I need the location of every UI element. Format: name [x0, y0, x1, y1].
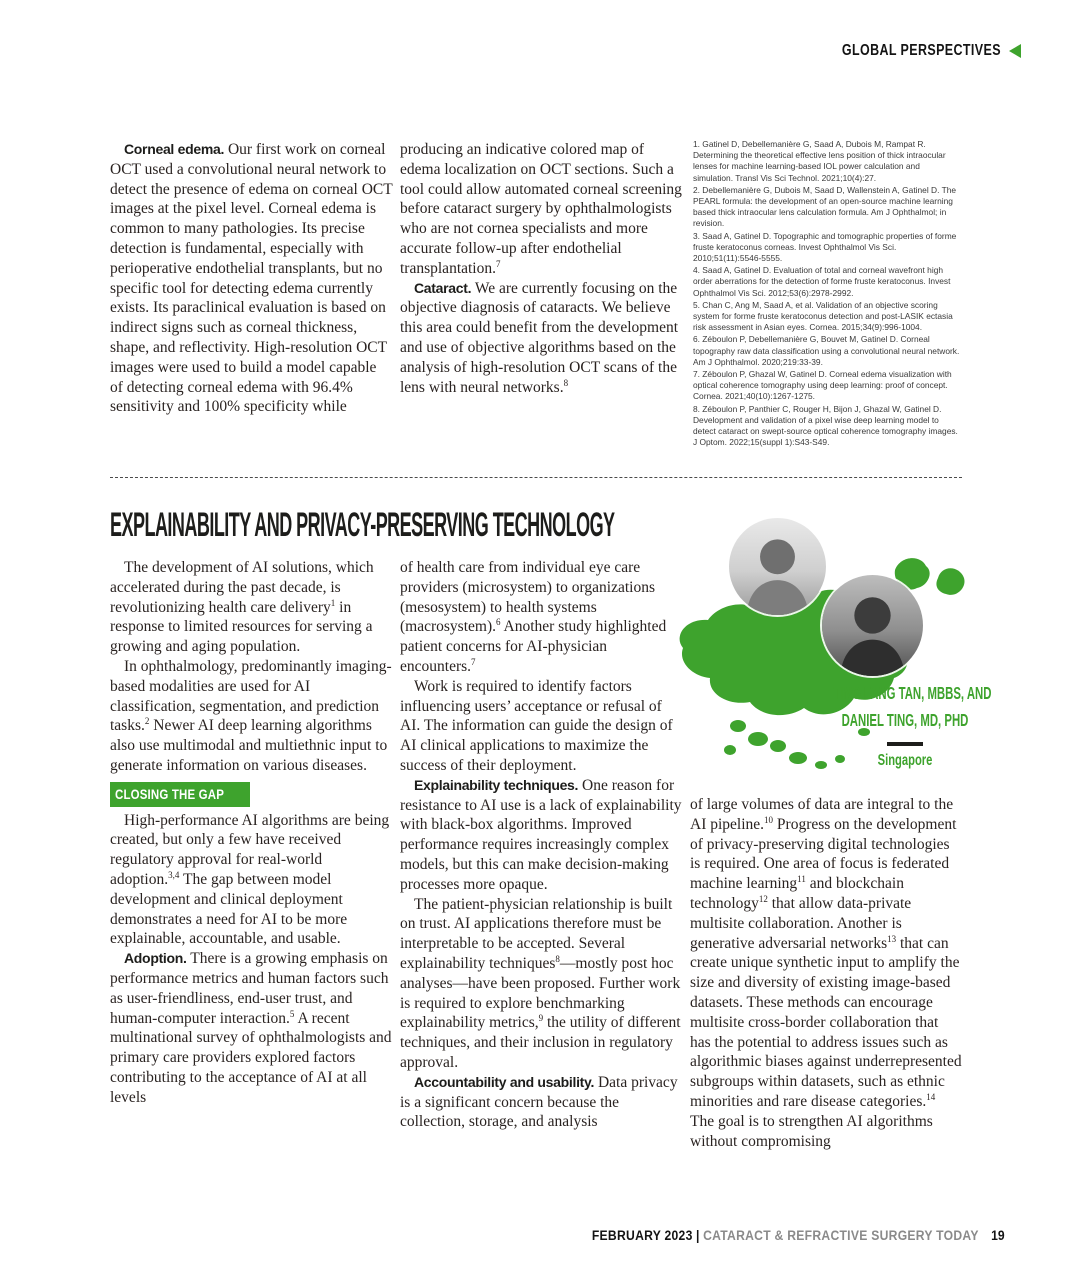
footer-separator: |	[696, 1228, 701, 1243]
footer-page-number: 19	[991, 1228, 1005, 1243]
paragraph-health-care-systems: of health care from individual eye care providers (microsystem) to organizations (mesosystem) to health systems (macrosystem).$^6$ Another study highlighted patient concerns for AI-physician encounters.$^7$	[400, 559, 667, 675]
article-column-2	[400, 558, 685, 1132]
paragraph-cataract: Cataract. We are currently focusing on the objective diagnosis of cataracts. We believe this area could benefit from the development and use of objective algorithms based on the analysis of high-resolution OCT scans of the lens with neural networks.$^8$	[400, 279, 679, 396]
section-kicker	[797, 42, 1021, 60]
reference-item: 5. Chan C, Ang M, Saad A, et al. Validation of an objective scoring system for forme fruste keratoconus detection and post-LASIK ectasia risk assessment in Asian eyes. Cornea. 2015;34(9):996-1004.	[693, 299, 953, 333]
article-column-3	[690, 795, 962, 1151]
section-kicker-label: GLOBAL PERSPECTIVES	[841, 42, 1001, 59]
author-byline	[795, 680, 1015, 770]
reference-list	[693, 139, 961, 449]
top-column-1	[110, 140, 393, 417]
article-column-1	[110, 558, 393, 1108]
paragraph-corneal-edema: Corneal edema. Our first work on corneal OCT used a convolutional neural network to detect the presence of edema on corneal OCT images at the pixel level. Corneal edema is common to many pathologies. Its precise detection is fundamental, especially with perioperative endothelial transplants, but no specific tool for detecting edema currently exists. Its paraclinical evaluation is based on indirect signs such as corneal thickness, shape, and reflectivity. High-resolution OCT images were used to build a model capable of detecting corneal edema with 96.4% sensitivity and 100% specificity while	[110, 141, 393, 416]
subhead-closing-the-gap: CLOSING THE GAP	[110, 782, 250, 807]
reference-item: 8. Zéboulon P, Panthier C, Rouger H, Bijon J, Ghazal W, Gatinel D. Development and validation of a pixel wise deep learning model to detect cataract on swept-source optical coherence tomography images. J Optom. 2022;15(suppl 1):S43-S49.	[693, 403, 958, 448]
byline-rule	[887, 742, 923, 746]
paragraph-ai-development: The development of AI solutions, which accelerated during the past decade, is revolutionizing health care delivery$^1$ in response to limited resources for serving a growing and aging population.	[110, 559, 374, 656]
reference-item: 4. Saad A, Gatinel D. Evaluation of total and corneal wavefront high order aberrations for the detection of forme fruste keratoconus. Invest Ophthalmol Vis Sci. 2012;53(6):2978-2992.	[693, 265, 951, 298]
author-location: Singapore	[877, 752, 933, 769]
paragraph-ophthalmology-modalities: In ophthalmology, predominantly imaging-based modalities are used for AI classification, segmentation, and prediction tasks.$^2$ Newer AI deep learning algorithms also use multimodal and multiethnic input to generate information on various diseases.	[110, 657, 392, 774]
left-arrow-icon	[1009, 44, 1021, 58]
reference-item: 1. Gatinel D, Debellemanière G, Saad A, Dubois M, Rampat R. Determining the theoretical effective lens position of thick intraocular lenses for machine learning-based IOL power calculation and simulation. Transl Vis Sci Technol. 2021;10(4):27.	[693, 139, 946, 183]
author-name-line-2: DANIEL TING, MD, PHD	[841, 710, 969, 730]
paragraph-explainability-techniques: Explainability techniques. One reason for resistance to AI use is a lack of explainability with black-box algorithms. Improved performance requires increasingly complex models, but this can make decision-making processes more opaque.	[400, 776, 682, 893]
reference-item: 7. Zéboulon P, Ghazal W, Gatinel D. Corneal edema visualization with optical coherence tomography using deep learning: proof of concept. Cornea. 2021;40(10):1267-1275.	[693, 369, 952, 402]
reference-item: 6. Zéboulon P, Debellemanière G, Bouvet M, Gatinel D. Corneal topography raw data classification using a convolutional neural network. Am J Ophthalmol. 2020;219:33-39.	[693, 334, 960, 367]
paragraph-user-acceptance: Work is required to identify factors influencing users’ acceptance or refusal of AI. The information can guide the design of AI clinical applications to maximize the success of their deployment.	[400, 677, 673, 774]
author-photo-daniel-ting	[822, 575, 923, 676]
reference-item: 3. Saad A, Gatinel D. Topographic and tomographic properties of forme fruste keratoconus corneas. Invest Ophthalmol Vis Sci. 2010;51(11):5546-5555.	[693, 230, 957, 264]
dashed-divider	[110, 477, 962, 478]
author-name-line-1: TING FANG TAN, MBBS, AND	[833, 683, 992, 703]
paragraph-regulatory-gap: High-performance AI algorithms are being created, but only a few have received regulatory approval for real-world adoption.$^{3,4}$ The gap between model development and clinical deployment demonstrates a need for AI to be more explainable, accountable, and usable.	[110, 811, 390, 948]
paragraph-patient-physician-trust: The patient-physician relationship is built on trust. AI applications therefore must be interpretable to be accepted. Several explainability techniques$^8$—mostly post hoc analyses—have been proposed. Further work is required to explore benchmarking explainability metrics,$^9$ the utility of different techniques, and their inclusion in regulatory approval.	[400, 895, 681, 1071]
footer-issue: FEBRUARY 2023	[592, 1228, 693, 1243]
top-column-2	[400, 140, 685, 397]
article-title: EXPLAINABILITY AND PRIVACY-PRESERVING TECHNOLOGY	[110, 506, 615, 544]
paragraph-edema-map: producing an indicative colored map of edema localization on OCT sections. Such a tool could allow automated corneal screening before cataract surgery by ophthalmologists who are not cornea specialists and more accurate follow-up after endothelial transplantation.$^7$	[400, 141, 682, 277]
paragraph-privacy-preserving: of large volumes of data are integral to the AI pipeline.$^{10}$ Progress on the development of privacy-preserving digital technologies is required. One area of focus is federated machine learning$^{11}$ and blockchain technology$^{12}$ that allow data-private multisite collaboration. Another is generative adversarial networks$^{13}$ that can create unique synthetic input to amplify the size and diversity of existing image-based datasets. These methods can encourage multisite cross-border collaboration that has the potential to address issues such as algorithmic biases against underrepresented subgroups within datasets, such as ethnic minorities and rare disease categories.$^{14}$ The goal is to strengthen AI algorithms without compromising	[690, 796, 962, 1150]
paragraph-adoption: Adoption. There is a growing emphasis on performance metrics and human factors such as user-friendliness, end-user trust, and human-computer interaction.$^5$ A recent multinational survey of ophthalmologists and primary care providers explored factors contributing to the acceptance of AI at all levels	[110, 950, 392, 1106]
page-footer	[592, 1228, 1005, 1243]
reference-item: 2. Debellemanière G, Dubois M, Saad D, Wallenstein A, Gatinel D. The PEARL formula: the development of an open-source machine learning based thick intraocular lens calculation formula. Am J Ophthalmol; in revision.	[693, 184, 957, 229]
footer-magazine-title: CATARACT & REFRACTIVE SURGERY TODAY	[703, 1228, 980, 1243]
paragraph-accountability-usability: Accountability and usability. Data privacy is a significant concern because the collection, storage, and analysis	[400, 1073, 678, 1131]
author-photo-ting-fang-tan	[729, 518, 826, 615]
